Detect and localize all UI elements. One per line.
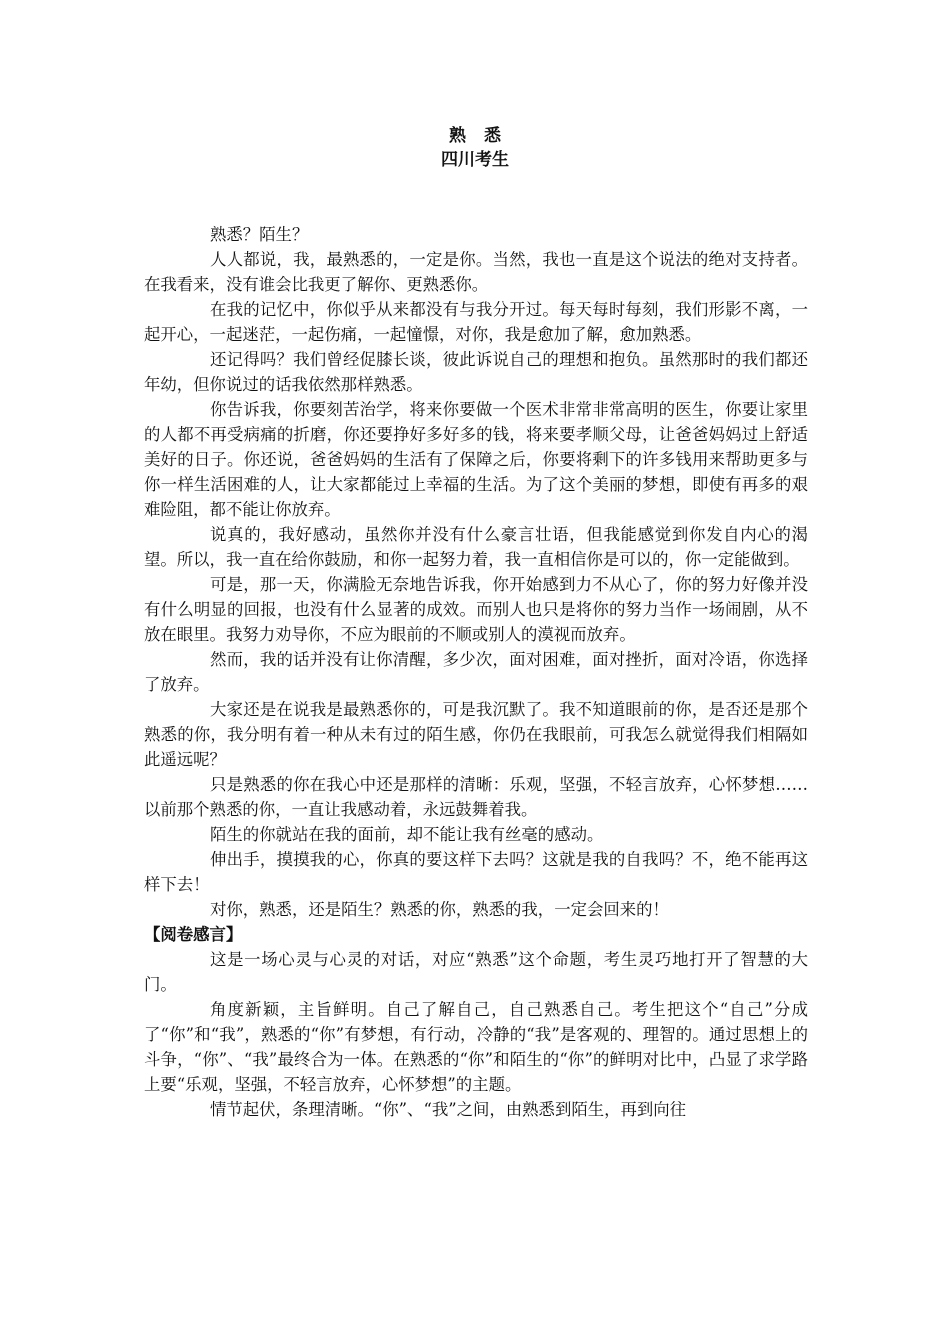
commentary-paragraph: 角度新颖，主旨鲜明。自己了解自己，自己熟悉自己。考生把这个“自己”分成了“你”和“我”，熟悉的“你”有梦想，有行动，冷静的“我”是客观的、理智的。通过思想上的斗争，“你”、“我”最终合为一体。在熟悉的“你”和陌生的“你”的鲜明对比中，凸显了求学路上要“乐观，坚强，不轻言放弃，心怀梦想”的主题。	[144, 1000, 808, 1094]
essay-paragraph: 陌生的你就站在我的面前，却不能让我有丝毫的感动。	[210, 825, 604, 844]
essay-paragraph: 还记得吗？我们曾经促膝长谈，彼此诉说自己的理想和抱负。虽然那时的我们都还年幼，但你说过的话我依然那样熟悉。	[144, 350, 808, 394]
essay-paragraph: 熟悉？陌生？	[210, 225, 309, 244]
essay-paragraph: 可是，那一天，你满脸无奈地告诉我，你开始感到力不从心了，你的努力好像并没有什么明显的回报，也没有什么显著的成效。而别人也只是将你的努力当作一场闹剧，从不放在眼里。我努力劝导你，不应为眼前的不顺或别人的漠视而放弃。	[144, 575, 808, 644]
essay-author: 四川考生	[441, 150, 509, 170]
essay-paragraph: 人人都说，我，最熟悉的，一定是你。当然，我也一直是这个说法的绝对支持者。在我看来，没有谁会比我更了解你、更熟悉你。	[144, 250, 808, 294]
essay-paragraph: 伸出手，摸摸我的心，你真的要这样下去吗？这就是我的自我吗？不，绝不能再这样下去！	[144, 850, 808, 894]
essay-title: 熟 悉	[449, 126, 507, 146]
commentary-heading: 【阅卷感言】	[144, 925, 243, 944]
title-block	[0, 124, 950, 172]
essay-paragraph: 在我的记忆中，你似乎从来都没有与我分开过。每天每时每刻，我们形影不离，一起开心，一起迷茫，一起伤痛，一起憧憬，对你，我是愈加了解，愈加熟悉。	[144, 300, 808, 344]
essay-paragraph: 然而，我的话并没有让你清醒，多少次，面对困难，面对挫折，面对冷语，你选择了放弃。	[144, 650, 808, 694]
essay-body	[144, 222, 808, 1122]
essay-paragraph: 只是熟悉的你在我心中还是那样的清晰：乐观，坚强，不轻言放弃，心怀梦想……以前那个熟悉的你，一直让我感动着，永远鼓舞着我。	[144, 775, 808, 819]
essay-paragraph: 你告诉我，你要刻苦治学，将来你要做一个医术非常非常高明的医生，你要让家里的人都不再受病痛的折磨，你还要挣好多好多的钱，将来要孝顺父母，让爸爸妈妈过上舒适美好的日子。你还说，爸爸妈妈的生活有了保障之后，你要将剩下的许多钱用来帮助更多与你一样生活困难的人，让大家都能过上幸福的生活。为了这个美丽的梦想，即使有再多的艰难险阻，都不能让你放弃。	[144, 400, 808, 519]
commentary-paragraph: 情节起伏，条理清晰。“你”、“我”之间，由熟悉到陌生，再到向往	[210, 1100, 687, 1119]
essay-paragraph: 说真的，我好感动，虽然你并没有什么豪言壮语，但我能感觉到你发自内心的渴望。所以，我一直在给你鼓励，和你一起努力着，我一直相信你是可以的，你一定能做到。	[144, 525, 808, 569]
essay-paragraph: 对你，熟悉，还是陌生？熟悉的你，熟悉的我，一定会回来的！	[210, 900, 669, 919]
essay-paragraph: 大家还是在说我是最熟悉你的，可是我沉默了。我不知道眼前的你，是否还是那个熟悉的你，我分明有着一种从未有过的陌生感，你仍在我眼前，可我怎么就觉得我们相隔如此遥远呢？	[144, 700, 808, 769]
commentary-paragraph: 这是一场心灵与心灵的对话，对应“熟悉”这个命题，考生灵巧地打开了智慧的大门。	[144, 950, 808, 994]
